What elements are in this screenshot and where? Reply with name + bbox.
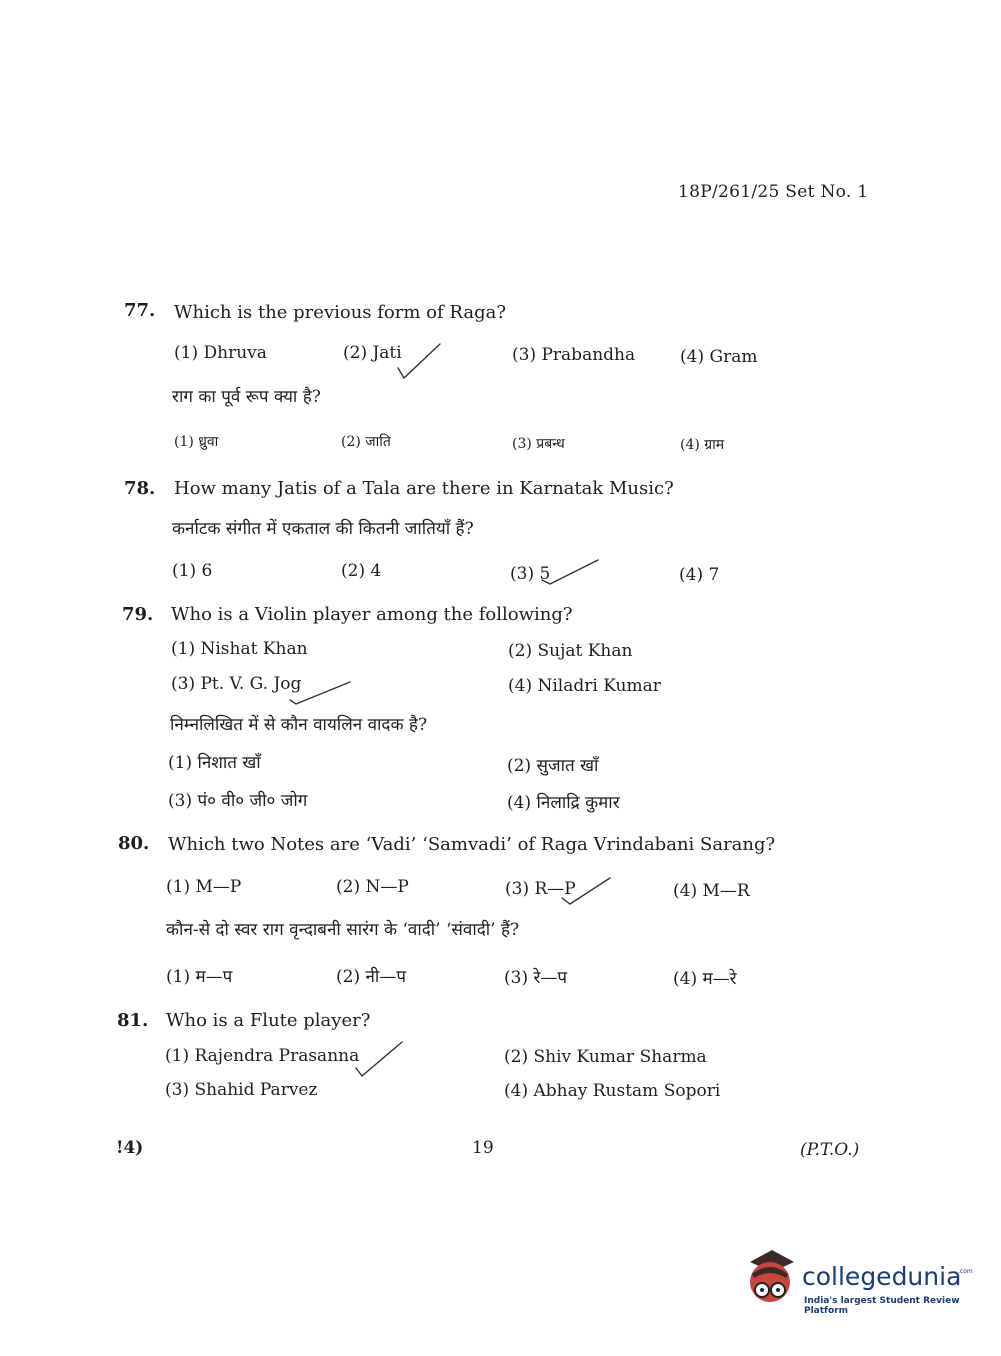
option-2-hindi: (2) नी—प [336,967,406,987]
paper-code: 18P/261/25 Set No. 1 [678,182,869,202]
option-2: (2) Sujat Khan [508,641,633,661]
question-text-hindi: राग का पूर्व रूप क्या है? [172,387,321,407]
option-4: (4) Gram [680,347,758,367]
option-1-hindi: (1) म—प [166,967,233,987]
question-text: Which is the previous form of Raga? [174,302,506,323]
option-2-hindi: (2) जाति [341,434,391,450]
option-2: (2) Shiv Kumar Sharma [504,1047,707,1067]
question-text: Who is a Violin player among the following? [171,604,573,625]
option-2: (2) 4 [341,561,382,581]
option-3: (3) R—P [505,879,576,899]
option-3-hindi: (3) रे—प [504,968,568,988]
option-3: (3) Prabandha [512,345,636,365]
option-2: (2) N—P [336,877,409,897]
option-4-hindi: (4) ग्राम [680,437,725,453]
question-number: 79. [122,604,154,625]
footer-left-mark: !4) [116,1138,144,1158]
answer-tick-mark [288,676,354,708]
option-3-hindi: (3) पं० वी० जी० जोग [168,791,308,811]
answer-tick-mark [354,1040,406,1082]
question-text-hindi: निम्नलिखित में से कौन वायलिन वादक है? [170,715,428,735]
question-text-hindi: कर्नाटक संगीत में एकताल की कितनी जातियाँ हैं? [172,519,474,539]
option-1: (1) 6 [172,561,213,581]
question-text: Who is a Flute player? [166,1010,371,1031]
mascot-icon [742,1248,800,1312]
question-text-hindi: कौन-से दो स्वर राग वृन्दाबनी सारंग के ‘वादी’ ‘संवादी’ हैं? [166,920,520,940]
option-1: (1) M—P [166,877,242,897]
logo-domain-suffix: .com [958,1268,973,1275]
option-4: (4) 7 [679,565,720,585]
logo-tagline: India's largest Student Review Platform [804,1296,960,1316]
option-3: (3) Shahid Parvez [165,1080,318,1100]
logo-wordmark: collegedunia [802,1262,962,1291]
option-3: (3) 5 [510,564,551,584]
answer-tick-mark [540,558,602,588]
page-number: 19 [472,1138,494,1158]
question-number: 77. [124,300,156,321]
option-4-hindi: (4) म—रे [673,969,737,989]
question-number: 80. [118,833,150,854]
option-4: (4) Niladri Kumar [508,676,661,696]
option-1-hindi: (1) ध्रुवा [174,434,219,450]
question-text: Which two Notes are ‘Vadi’ ‘Samvadi’ of Raga Vrindabani Sarang? [168,834,776,855]
question-number: 78. [124,478,156,499]
answer-tick-mark [560,874,614,910]
option-4: (4) Abhay Rustam Sopori [504,1081,721,1101]
pto-label: (P.T.O.) [800,1140,860,1160]
option-1: (1) Rajendra Prasanna [165,1046,360,1066]
question-text: How many Jatis of a Tala are there in Karnatak Music? [174,478,674,499]
answer-tick-mark [396,340,446,382]
option-2-hindi: (2) सुजात खाँ [507,756,599,776]
option-1: (1) Dhruva [174,343,267,363]
option-3-hindi: (3) प्रबन्ध [512,436,565,452]
question-number: 81. [117,1010,149,1031]
option-4: (4) M—R [673,881,750,901]
option-4-hindi: (4) निलाद्रि कुमार [507,793,620,813]
option-2: (2) Jati [343,343,402,363]
collegedunia-logo [742,1248,973,1320]
option-1-hindi: (1) निशात खाँ [168,753,261,773]
option-1: (1) Nishat Khan [171,639,308,659]
option-3: (3) Pt. V. G. Jog [171,674,302,694]
